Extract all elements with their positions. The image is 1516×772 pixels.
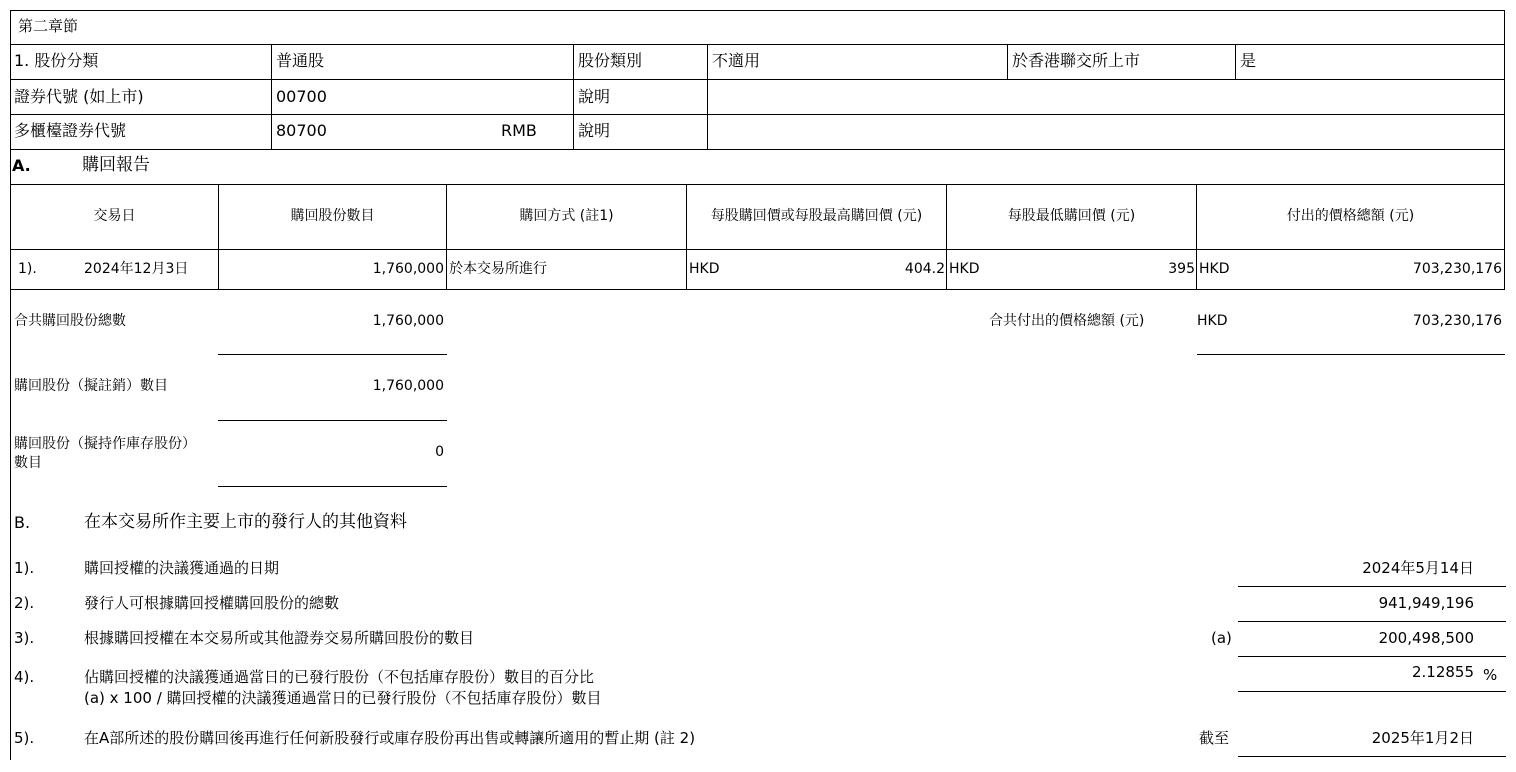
item-text-formula: (a) x 100 / 購回授權的決議獲通過當日的已發行股份（不包括庫存股份）數目 [84, 689, 602, 707]
item-text: 在A部所述的股份購回後再進行任何新股發行或庫存股份再出售或轉讓所適用的暫止期 (註 2) [84, 729, 696, 747]
total-shares-label: 合共購回股份總數 [14, 313, 126, 329]
description-label: 說明 [578, 87, 611, 106]
frame-left [10, 10, 11, 760]
row-number: 1). [18, 261, 37, 277]
shares-to-cancel-value: 1,760,000 [372, 378, 444, 394]
item-text: 發行人可根據購回授權購回股份的總數 [84, 594, 340, 612]
item-value: 200,498,500 [1378, 629, 1474, 647]
item-value: 941,949,196 [1378, 594, 1474, 612]
divider [10, 289, 1505, 290]
frame-top [10, 10, 1505, 11]
share-type-value: 不適用 [712, 51, 761, 70]
divider [1196, 184, 1197, 290]
column-header-high-price: 每股購回價或每股最高購回價 (元) [710, 208, 923, 224]
listed-value: 是 [1240, 51, 1257, 70]
total-paid-summary-currency: HKD [1197, 313, 1228, 329]
item-number: 5). [14, 729, 35, 747]
underline [218, 354, 447, 355]
divider [10, 79, 1505, 80]
share-class-label: 1. 股份分類 [14, 51, 99, 70]
item-value: 2.12855 [1411, 663, 1474, 681]
percent-unit: % [1483, 666, 1498, 684]
treasury-shares-label: 購回股份（擬持作庫存股份） [14, 436, 196, 452]
underline [1238, 621, 1506, 622]
high-price: 404.2 [904, 261, 945, 277]
multi-counter-code-label: 多櫃檯證券代號 [14, 121, 127, 140]
divider [446, 184, 447, 290]
multi-counter-currency: RMB [501, 121, 537, 140]
column-header-shares: 購回股份數目 [290, 208, 375, 224]
item-number: 3). [14, 629, 35, 647]
section-b-title: 在本交易所作主要上市的發行人的其他資料 [84, 512, 407, 532]
total-paid: 703,230,176 [1412, 261, 1502, 277]
divider [10, 149, 1505, 150]
shares-repurchased: 1,760,000 [372, 261, 444, 277]
multi-counter-code-value: 80700 [276, 121, 327, 140]
low-price: 395 [1168, 261, 1195, 277]
underline [1238, 656, 1506, 657]
column-header-trade-date: 交易日 [93, 208, 136, 224]
underline [1238, 756, 1506, 757]
treasury-shares-label-cont: 數目 [14, 455, 42, 471]
divider [686, 184, 687, 290]
share-type-label: 股份類別 [578, 51, 643, 70]
item-value: 2025年1月2日 [1371, 729, 1474, 747]
item-text: 根據購回授權在本交易所或其他證券交易所購回股份的數目 [84, 629, 475, 647]
section-a-title: 購回報告 [82, 155, 150, 175]
total-paid-currency: HKD [1199, 261, 1230, 277]
low-price-currency: HKD [949, 261, 980, 277]
section-b-letter: B. [14, 513, 31, 532]
divider [218, 184, 219, 290]
column-header-total-paid: 付出的價格總額 (元) [1286, 208, 1415, 224]
divider [707, 44, 708, 150]
item-tag: (a) [1211, 629, 1232, 647]
stock-code-value: 00700 [276, 87, 327, 106]
listed-label: 於香港聯交所上市 [1012, 51, 1141, 70]
underline [218, 486, 447, 487]
item-text: 購回授權的決議獲通過的日期 [84, 559, 280, 577]
repurchase-method: 於本交易所進行 [449, 261, 547, 277]
item-text: 佔購回授權的決議獲通過當日的已發行股份（不包括庫存股份）數目的百分比 [84, 668, 595, 686]
divider [946, 184, 947, 290]
underline [1238, 691, 1506, 692]
total-shares-value: 1,760,000 [372, 313, 444, 329]
chapter-title: 第二章節 [18, 17, 79, 35]
divider [10, 114, 1505, 115]
section-a-letter: A. [12, 156, 31, 175]
underline [1197, 354, 1505, 355]
item-number: 2). [14, 594, 35, 612]
item-tag: 截至 [1199, 729, 1230, 747]
trade-date: 2024年12月3日 [84, 261, 189, 277]
frame-right [1504, 10, 1505, 290]
divider [1007, 44, 1008, 79]
share-class-value: 普通股 [276, 51, 325, 70]
divider [1235, 44, 1236, 79]
divider [10, 249, 1505, 250]
shares-to-cancel-label: 購回股份（擬註銷）數目 [14, 378, 168, 394]
divider [10, 184, 1505, 185]
column-header-low-price: 每股最低購回價 (元) [1007, 208, 1136, 224]
item-number: 4). [14, 668, 35, 686]
item-value: 2024年5月14日 [1362, 559, 1474, 577]
total-paid-label: 合共付出的價格總額 (元) [989, 313, 1145, 329]
underline [1238, 586, 1506, 587]
stock-code-label: 證券代號 (如上市) [14, 87, 144, 106]
total-paid-summary-value: 703,230,176 [1412, 313, 1502, 329]
column-header-method: 購回方式 (註1) [519, 208, 614, 224]
item-number: 1). [14, 559, 35, 577]
divider [573, 44, 574, 150]
divider [271, 44, 272, 150]
high-price-currency: HKD [689, 261, 720, 277]
divider [10, 44, 1505, 45]
description-label: 說明 [578, 121, 611, 140]
underline [218, 420, 447, 421]
treasury-shares-value: 0 [435, 444, 444, 460]
